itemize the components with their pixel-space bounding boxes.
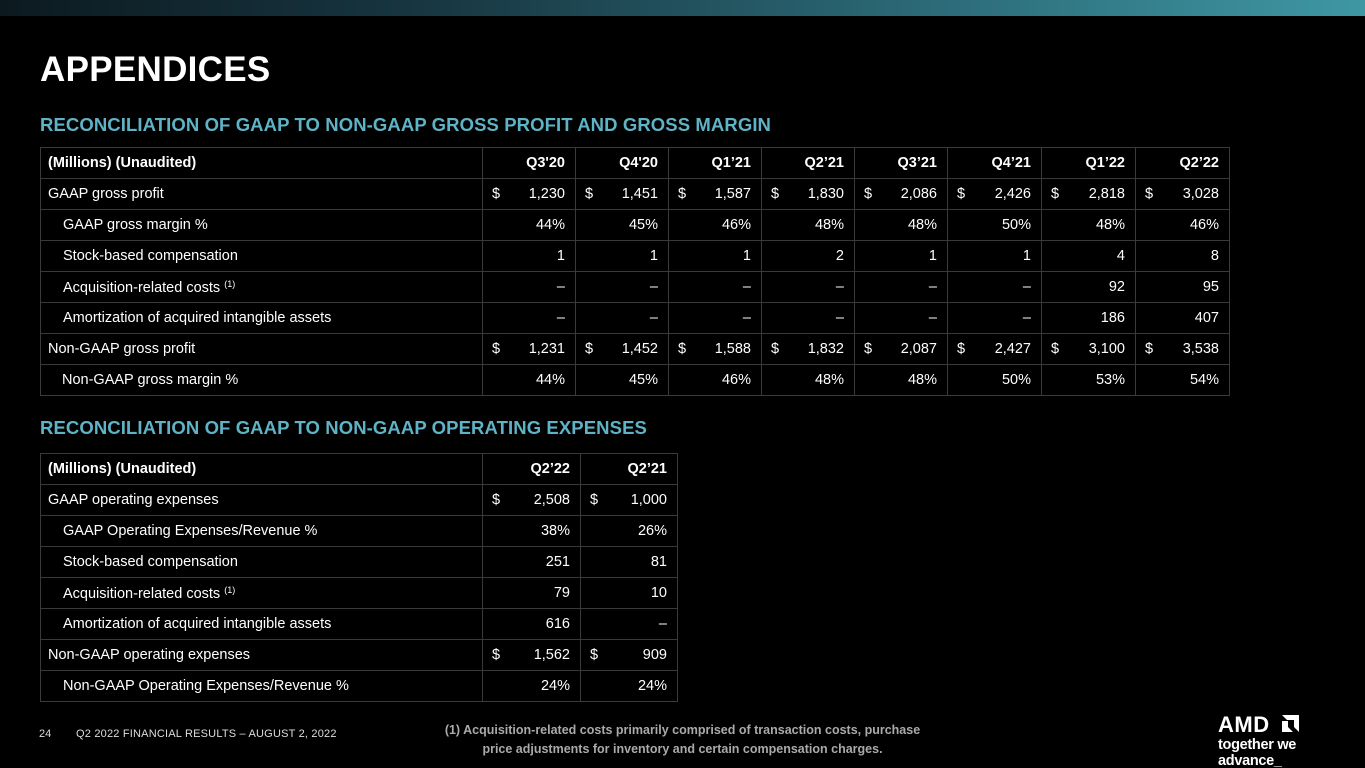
row-label-cell: [41, 547, 483, 578]
value-cell: 1: [669, 241, 762, 272]
currency-value: [1145, 186, 1219, 202]
value-cell: 50%: [948, 365, 1042, 396]
period-header: Q2’22: [483, 454, 581, 485]
dollar-sign: $: [1145, 341, 1154, 357]
dollar-sign: $: [678, 341, 687, 357]
value-cell: 48%: [1042, 210, 1136, 241]
value-cell: 48%: [855, 365, 948, 396]
table-row: [41, 640, 678, 671]
currency-value: [1051, 186, 1125, 202]
section1-heading: RECONCILIATION OF GAAP TO NON-GAAP GROSS PROFIT AND GROSS MARGIN: [40, 114, 772, 135]
table-row: [41, 485, 678, 516]
value-cell: 1: [948, 241, 1042, 272]
value-cell: –: [948, 272, 1042, 303]
value-cell: 48%: [855, 210, 948, 241]
row-label-cell: [41, 303, 483, 334]
footnote: [420, 721, 945, 759]
amount: 909: [642, 647, 667, 663]
row-label: GAAP Operating Expenses/Revenue %: [63, 523, 318, 539]
amount: 1,452: [621, 341, 658, 357]
value-cell: 8: [1136, 241, 1230, 272]
amount: 3,028: [1182, 186, 1219, 202]
dollar-sign: $: [492, 492, 501, 508]
table-row: [41, 609, 678, 640]
row-label: Amortization of acquired intangible assets: [63, 310, 332, 326]
value-cell: –: [581, 609, 678, 640]
value-cell: [581, 485, 678, 516]
value-cell: 251: [483, 547, 581, 578]
amd-logo: [1218, 712, 1353, 768]
page-title: APPENDICES: [40, 50, 271, 89]
page-number: 24: [39, 728, 52, 740]
value-cell: [1042, 179, 1136, 210]
header-label: (Millions) (Unaudited): [41, 148, 483, 179]
value-cell: 24%: [581, 671, 678, 702]
row-label-cell: [41, 365, 483, 396]
value-cell: 2: [762, 241, 855, 272]
row-label: Stock-based compensation: [63, 554, 238, 570]
value-cell: [483, 485, 581, 516]
footer-text: Q2 2022 FINANCIAL RESULTS – AUGUST 2, 2022: [76, 728, 337, 740]
value-cell: 407: [1136, 303, 1230, 334]
value-cell: [855, 179, 948, 210]
value-cell: 1: [483, 241, 576, 272]
amd-arrow-icon: [1282, 715, 1299, 732]
currency-value: [678, 186, 751, 202]
period-header: Q4’21: [948, 148, 1042, 179]
amount: 1,562: [533, 647, 570, 663]
row-label: Amortization of acquired intangible assets: [63, 616, 332, 632]
amount: 3,100: [1088, 341, 1125, 357]
row-label-cell: [41, 671, 483, 702]
value-cell: [1042, 334, 1136, 365]
row-label-cell: [41, 241, 483, 272]
value-cell: 92: [1042, 272, 1136, 303]
row-label: Acquisition-related costs: [63, 585, 221, 602]
value-cell: –: [576, 272, 669, 303]
operating-expenses-table: [40, 453, 678, 702]
row-label-cell: [41, 640, 483, 671]
value-cell: 46%: [669, 365, 762, 396]
dollar-sign: $: [678, 186, 687, 202]
dollar-sign: $: [1051, 341, 1060, 357]
amount: 2,508: [533, 492, 570, 508]
table-row: [41, 334, 1230, 365]
value-cell: 45%: [576, 210, 669, 241]
value-cell: 1: [855, 241, 948, 272]
amount: 1,587: [714, 186, 751, 202]
currency-value: [864, 186, 937, 202]
table-row: [41, 516, 678, 547]
value-cell: [762, 179, 855, 210]
value-cell: [855, 334, 948, 365]
currency-value: [957, 341, 1031, 357]
row-label-cell: [41, 485, 483, 516]
value-cell: [669, 334, 762, 365]
currency-value: [585, 186, 658, 202]
currency-value: [864, 341, 937, 357]
row-label: Non-GAAP gross profit: [48, 341, 196, 357]
amount: 2,427: [994, 341, 1031, 357]
amount: 1,830: [807, 186, 844, 202]
dollar-sign: $: [590, 647, 599, 663]
currency-value: [771, 341, 844, 357]
dollar-sign: $: [492, 186, 501, 202]
value-cell: –: [855, 272, 948, 303]
amount: 1,451: [621, 186, 658, 202]
header-label: (Millions) (Unaudited): [41, 454, 483, 485]
dollar-sign: $: [492, 341, 501, 357]
amount: 3,538: [1182, 341, 1219, 357]
dollar-sign: $: [957, 341, 966, 357]
value-cell: –: [948, 303, 1042, 334]
value-cell: [483, 179, 576, 210]
dollar-sign: $: [771, 186, 780, 202]
value-cell: 48%: [762, 210, 855, 241]
value-cell: 46%: [1136, 210, 1230, 241]
period-header: Q1’21: [669, 148, 762, 179]
currency-value: [1145, 341, 1219, 357]
period-header: Q3'20: [483, 148, 576, 179]
value-cell: 46%: [669, 210, 762, 241]
value-cell: 54%: [1136, 365, 1230, 396]
row-label: GAAP gross profit: [48, 186, 164, 202]
table-row: [41, 671, 678, 702]
row-label-cell: [41, 179, 483, 210]
amount: 2,086: [900, 186, 937, 202]
table-row: [41, 303, 1230, 334]
value-cell: [483, 334, 576, 365]
row-label-cell: [41, 609, 483, 640]
value-cell: [669, 179, 762, 210]
value-cell: 81: [581, 547, 678, 578]
row-label: Stock-based compensation: [63, 248, 238, 264]
table-row: [41, 578, 678, 609]
value-cell: 45%: [576, 365, 669, 396]
value-cell: –: [762, 303, 855, 334]
amount: 1,000: [630, 492, 667, 508]
row-label-cell: [41, 210, 483, 241]
amount: 1,832: [807, 341, 844, 357]
value-cell: 38%: [483, 516, 581, 547]
dollar-sign: $: [1051, 186, 1060, 202]
row-label: GAAP operating expenses: [48, 492, 219, 508]
value-cell: 186: [1042, 303, 1136, 334]
footnote-marker: (1): [224, 584, 236, 595]
value-cell: [1136, 179, 1230, 210]
row-label: Non-GAAP Operating Expenses/Revenue %: [63, 678, 349, 694]
table-header-row: [41, 454, 678, 485]
row-label-cell: [41, 578, 483, 609]
currency-value: [1051, 341, 1125, 357]
value-cell: –: [669, 303, 762, 334]
table-row: [41, 547, 678, 578]
currency-value: [492, 341, 565, 357]
row-label: GAAP gross margin %: [63, 217, 208, 233]
table-row: [41, 241, 1230, 272]
value-cell: [762, 334, 855, 365]
dollar-sign: $: [864, 341, 873, 357]
period-header: Q2’21: [762, 148, 855, 179]
row-label: Non-GAAP gross margin %: [62, 372, 239, 388]
footnote-line-1: (1) Acquisition-related costs primarily comprised of transaction costs, purchase: [444, 723, 921, 737]
gross-profit-table: [40, 147, 1230, 396]
amount: 1,231: [528, 341, 565, 357]
value-cell: [576, 179, 669, 210]
section2-heading: RECONCILIATION OF GAAP TO NON-GAAP OPERATING EXPENSES: [40, 417, 647, 438]
dollar-sign: $: [1145, 186, 1154, 202]
table-row: [41, 179, 1230, 210]
logo-tagline: together we advance_: [1218, 737, 1297, 768]
currency-value: [590, 492, 667, 508]
dollar-sign: $: [492, 647, 501, 663]
table-row: [41, 210, 1230, 241]
table-row: [41, 365, 1230, 396]
table-header-row: [41, 148, 1230, 179]
currency-value: [492, 186, 565, 202]
dollar-sign: $: [590, 492, 599, 508]
value-cell: –: [576, 303, 669, 334]
value-cell: 26%: [581, 516, 678, 547]
amount: 2,426: [994, 186, 1031, 202]
value-cell: 44%: [483, 210, 576, 241]
row-label: Acquisition-related costs: [63, 279, 221, 296]
footnote-line-2: price adjustments for inventory and certain compensation charges.: [482, 742, 883, 756]
top-gradient-bar: [0, 0, 1365, 16]
row-label-cell: [41, 272, 483, 303]
value-cell: [948, 179, 1042, 210]
row-label: Non-GAAP operating expenses: [48, 647, 251, 663]
value-cell: [576, 334, 669, 365]
footnote-marker: (1): [224, 278, 236, 289]
currency-value: [492, 647, 570, 663]
value-cell: –: [669, 272, 762, 303]
value-cell: 95: [1136, 272, 1230, 303]
currency-value: [590, 647, 667, 663]
value-cell: –: [483, 272, 576, 303]
row-label-cell: [41, 516, 483, 547]
amount: 2,087: [900, 341, 937, 357]
value-cell: 53%: [1042, 365, 1136, 396]
value-cell: 48%: [762, 365, 855, 396]
value-cell: 616: [483, 609, 581, 640]
dollar-sign: $: [771, 341, 780, 357]
value-cell: 44%: [483, 365, 576, 396]
amount: 1,230: [528, 186, 565, 202]
currency-value: [678, 341, 751, 357]
value-cell: –: [483, 303, 576, 334]
table-row: [41, 272, 1230, 303]
value-cell: [1136, 334, 1230, 365]
currency-value: [585, 341, 658, 357]
value-cell: [483, 640, 581, 671]
value-cell: 10: [581, 578, 678, 609]
value-cell: 24%: [483, 671, 581, 702]
value-cell: 4: [1042, 241, 1136, 272]
value-cell: –: [855, 303, 948, 334]
currency-value: [957, 186, 1031, 202]
value-cell: –: [762, 272, 855, 303]
value-cell: [948, 334, 1042, 365]
period-header: Q2’21: [581, 454, 678, 485]
dollar-sign: $: [864, 186, 873, 202]
period-header: Q4'20: [576, 148, 669, 179]
dollar-sign: $: [585, 186, 594, 202]
logo-wordmark: AMD: [1218, 712, 1270, 737]
amount: 1,588: [714, 341, 751, 357]
value-cell: 79: [483, 578, 581, 609]
amount: 2,818: [1088, 186, 1125, 202]
dollar-sign: $: [957, 186, 966, 202]
currency-value: [492, 492, 570, 508]
period-header: Q1’22: [1042, 148, 1136, 179]
period-header: Q2’22: [1136, 148, 1230, 179]
dollar-sign: $: [585, 341, 594, 357]
period-header: Q3’21: [855, 148, 948, 179]
value-cell: 1: [576, 241, 669, 272]
row-label-cell: [41, 334, 483, 365]
value-cell: [581, 640, 678, 671]
currency-value: [771, 186, 844, 202]
value-cell: 50%: [948, 210, 1042, 241]
